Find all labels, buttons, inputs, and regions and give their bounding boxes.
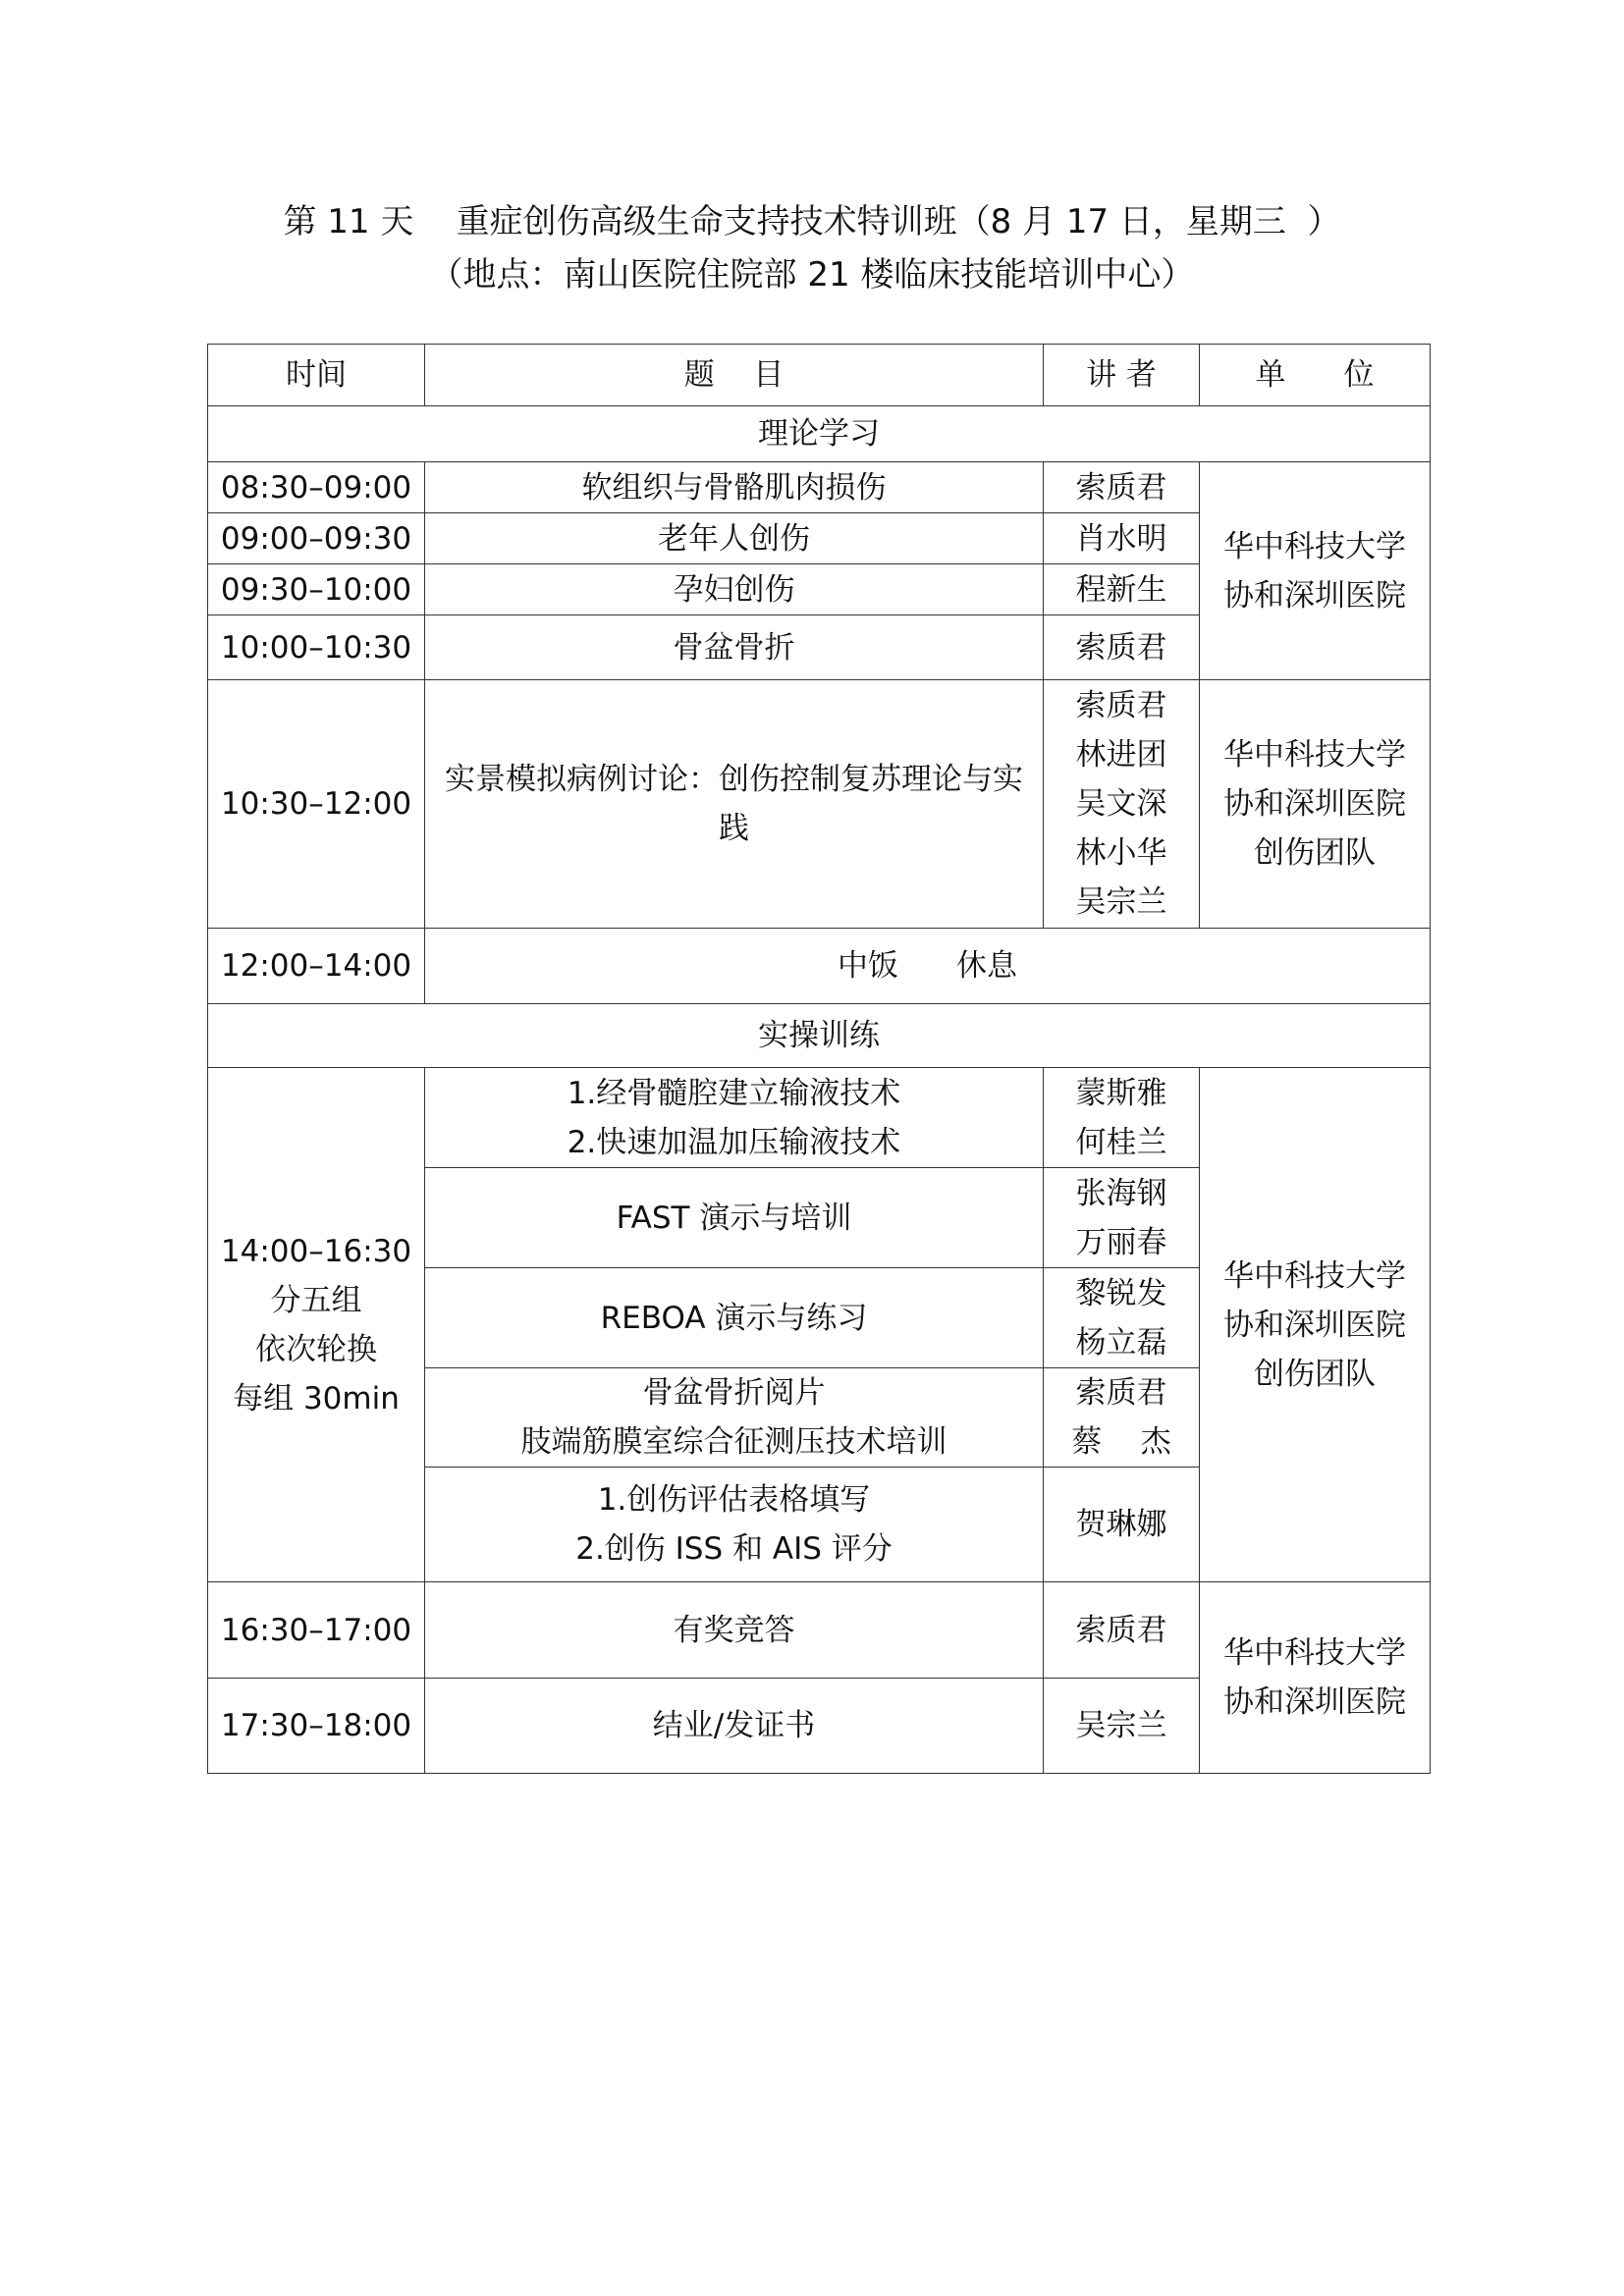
speaker-cell (1044, 1268, 1200, 1368)
practice-time-cell (208, 1068, 425, 1582)
page-subtitle-location: （地点：南山医院住院部 21 楼临床技能培训中心） (429, 255, 1195, 294)
table-row-case-discussion (208, 680, 1431, 929)
speaker-cell (1044, 1368, 1200, 1468)
topic-line: 2.快速加温加压输液技术 (567, 1124, 901, 1160)
time-cell: 12:00–14:00 (208, 929, 425, 1004)
topic-line: 2.创伤 ISS 和 AIS 评分 (575, 1531, 893, 1567)
topic-cell: 软组织与骨骼肌肉损伤 (425, 462, 1044, 513)
lunch-break-cell: 中饭 休息 (425, 929, 1431, 1004)
header-time: 时间 (208, 345, 425, 406)
topic-cell (425, 1068, 1044, 1168)
practice-time-line: 依次轮换 (255, 1331, 377, 1367)
speaker-name: 黎锐发 (1075, 1275, 1167, 1311)
speaker-cell: 索质君 (1044, 1582, 1200, 1679)
speaker-cell (1044, 1168, 1200, 1268)
header-speaker: 讲 者 (1044, 345, 1200, 406)
speaker-name: 万丽春 (1075, 1224, 1167, 1260)
header-topic: 题 目 (425, 345, 1044, 406)
topic-cell (425, 680, 1044, 929)
table-row-lunch (208, 929, 1431, 1004)
unit-cell-theory (1200, 462, 1431, 680)
time-cell: 08:30–09:00 (208, 462, 425, 513)
practice-time-line: 每组 30min (233, 1380, 400, 1416)
unit-line: 协和深圳医院 (1223, 786, 1406, 822)
practice-time-line: 分五组 (270, 1282, 362, 1318)
practice-time-line: 14:00–16:30 (220, 1233, 412, 1269)
speaker-cell: 肖水明 (1044, 513, 1200, 564)
topic-line: 肢端筋膜室综合征测压技术培训 (520, 1424, 947, 1460)
unit-cell-practice (1200, 1068, 1431, 1582)
topic-text: 实景模拟病例讨论：创伤控制复苏理论与实践 (445, 762, 1023, 846)
speaker-cell (1044, 680, 1200, 929)
speaker-cell: 吴宗兰 (1044, 1679, 1200, 1774)
topic-cell: FAST 演示与培训 (425, 1168, 1044, 1268)
table-header-row (208, 345, 1431, 406)
unit-cell-final (1200, 1582, 1431, 1774)
topic-cell: 结业/发证书 (425, 1679, 1044, 1774)
unit-cell (1200, 680, 1431, 929)
speaker-name: 林进团 (1075, 737, 1167, 773)
topic-cell: 孕妇创伤 (425, 564, 1044, 615)
unit-line: 华中科技大学 (1223, 737, 1406, 773)
page-title: 第 11 天 重症创伤高级生命支持技术特训班（8 月 17 日，星期三 ） (283, 202, 1341, 241)
unit-line: 华中科技大学 (1223, 528, 1406, 564)
time-cell: 17:30–18:00 (208, 1679, 425, 1774)
unit-line: 创伤团队 (1254, 835, 1376, 871)
topic-line: 1.创伤评估表格填写 (597, 1482, 871, 1518)
speaker-name: 索质君 (1075, 1375, 1167, 1411)
table-row (208, 462, 1431, 513)
topic-line: 1.经骨髓腔建立输液技术 (567, 1075, 901, 1111)
speaker-name: 张海钢 (1075, 1175, 1167, 1211)
topic-cell: REBOA 演示与练习 (425, 1268, 1044, 1368)
time-cell: 10:30–12:00 (208, 680, 425, 929)
speaker-name: 蔡 杰 (1071, 1424, 1171, 1460)
speaker-cell: 索质君 (1044, 615, 1200, 680)
time-cell: 09:00–09:30 (208, 513, 425, 564)
topic-cell: 有奖竞答 (425, 1582, 1044, 1679)
topic-cell (425, 1368, 1044, 1468)
time-cell: 09:30–10:00 (208, 564, 425, 615)
time-cell: 10:00–10:30 (208, 615, 425, 680)
speaker-name: 杨立磊 (1075, 1324, 1167, 1361)
header-unit: 单 位 (1200, 345, 1431, 406)
speaker-cell: 程新生 (1044, 564, 1200, 615)
speaker-cell (1044, 1068, 1200, 1168)
speaker-name: 蒙斯雅 (1075, 1075, 1167, 1111)
unit-line: 创伤团队 (1254, 1356, 1376, 1392)
topic-cell (425, 1468, 1044, 1582)
speaker-name: 何桂兰 (1075, 1124, 1167, 1160)
section-row-practice (208, 1004, 1431, 1068)
time-cell: 16:30–17:00 (208, 1582, 425, 1679)
unit-line: 协和深圳医院 (1223, 1307, 1406, 1343)
section-title-practice: 实操训练 (208, 1004, 1431, 1068)
section-title-theory: 理论学习 (208, 406, 1431, 462)
table-row (208, 1582, 1431, 1679)
topic-cell: 骨盆骨折 (425, 615, 1044, 680)
table-row (208, 1068, 1431, 1168)
speaker-name: 林小华 (1075, 835, 1167, 871)
unit-line: 协和深圳医院 (1223, 577, 1406, 614)
speaker-cell: 贺琳娜 (1044, 1468, 1200, 1582)
schedule-table (207, 344, 1431, 1774)
unit-line: 协和深圳医院 (1223, 1684, 1406, 1720)
speaker-name: 吴文深 (1075, 786, 1167, 822)
speaker-cell: 索质君 (1044, 462, 1200, 513)
unit-line: 华中科技大学 (1223, 1257, 1406, 1294)
section-row-theory (208, 406, 1431, 462)
topic-cell: 老年人创伤 (425, 513, 1044, 564)
unit-line: 华中科技大学 (1223, 1635, 1406, 1671)
speaker-name: 吴宗兰 (1075, 884, 1167, 920)
topic-line: 骨盆骨折阅片 (642, 1375, 826, 1411)
speaker-name: 索质君 (1075, 688, 1167, 723)
